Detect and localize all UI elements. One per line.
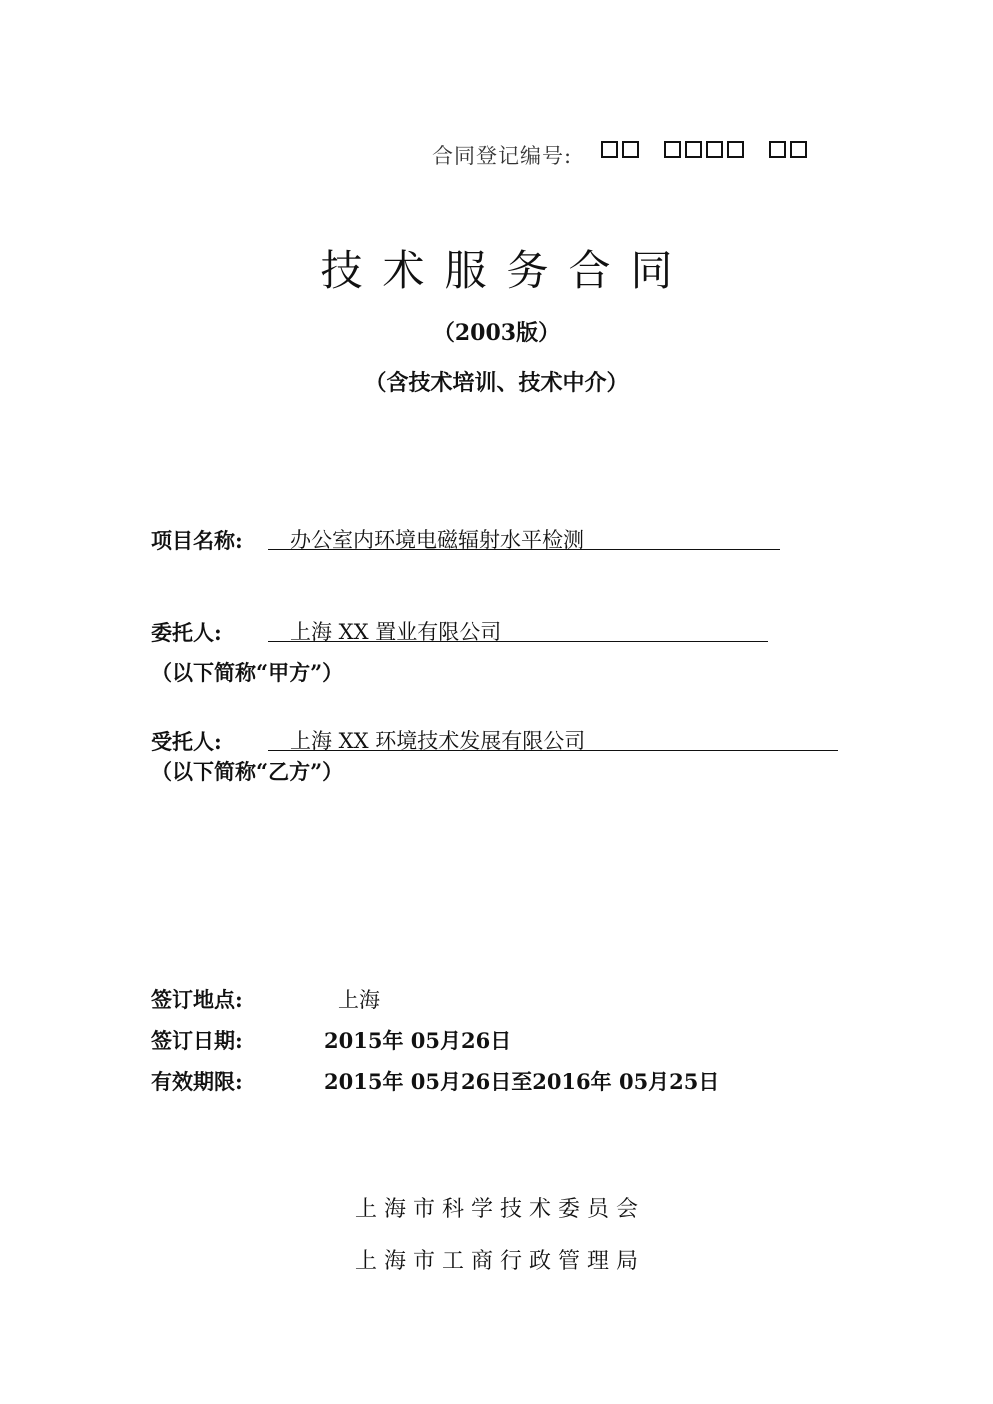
project-name-underline — [268, 549, 780, 550]
registration-box — [664, 141, 681, 158]
contractor-underline — [268, 750, 838, 751]
contract-scope: （含技术培训、技术中介） — [364, 370, 629, 396]
validity-term-value: 2015年 05月26日至2016年 05月25日 — [324, 1069, 720, 1094]
registration-label: 合同登记编号: — [432, 144, 573, 168]
contractor-label: 受托人: — [151, 729, 222, 754]
registration-box — [727, 141, 744, 158]
registration-box — [601, 141, 618, 158]
registration-box — [769, 141, 786, 158]
client-alias: （以下简称“甲方”） — [151, 660, 344, 685]
registration-box — [706, 141, 723, 158]
contractor-alias: （以下简称“乙方”） — [151, 759, 344, 784]
client-underline — [268, 641, 768, 642]
signing-place-value: 上海 — [338, 988, 380, 1012]
project-name-value: 办公室内环境电磁辐射水平检测 — [290, 528, 584, 552]
registration-box — [790, 141, 807, 158]
signing-date-label: 签订日期: — [151, 1028, 243, 1053]
authority-science-commission: 上海市科学技术委员会 — [354, 1197, 645, 1222]
registration-box — [685, 141, 702, 158]
authority-industry-commerce-bureau: 上海市工商行政管理局 — [354, 1249, 645, 1274]
contract-title: 技术服务合同 — [320, 246, 693, 295]
project-name-label: 项目名称: — [151, 528, 243, 553]
client-label: 委托人: — [151, 620, 222, 645]
signing-date-value: 2015年 05月26日 — [324, 1028, 512, 1053]
contractor-value: 上海 XX 环境技术发展有限公司 — [290, 729, 586, 753]
signing-place-label: 签订地点: — [151, 987, 243, 1012]
contract-version: （2003版） — [432, 320, 561, 346]
validity-term-label: 有效期限: — [151, 1069, 243, 1094]
registration-box — [622, 141, 639, 158]
client-value: 上海 XX 置业有限公司 — [290, 620, 502, 644]
